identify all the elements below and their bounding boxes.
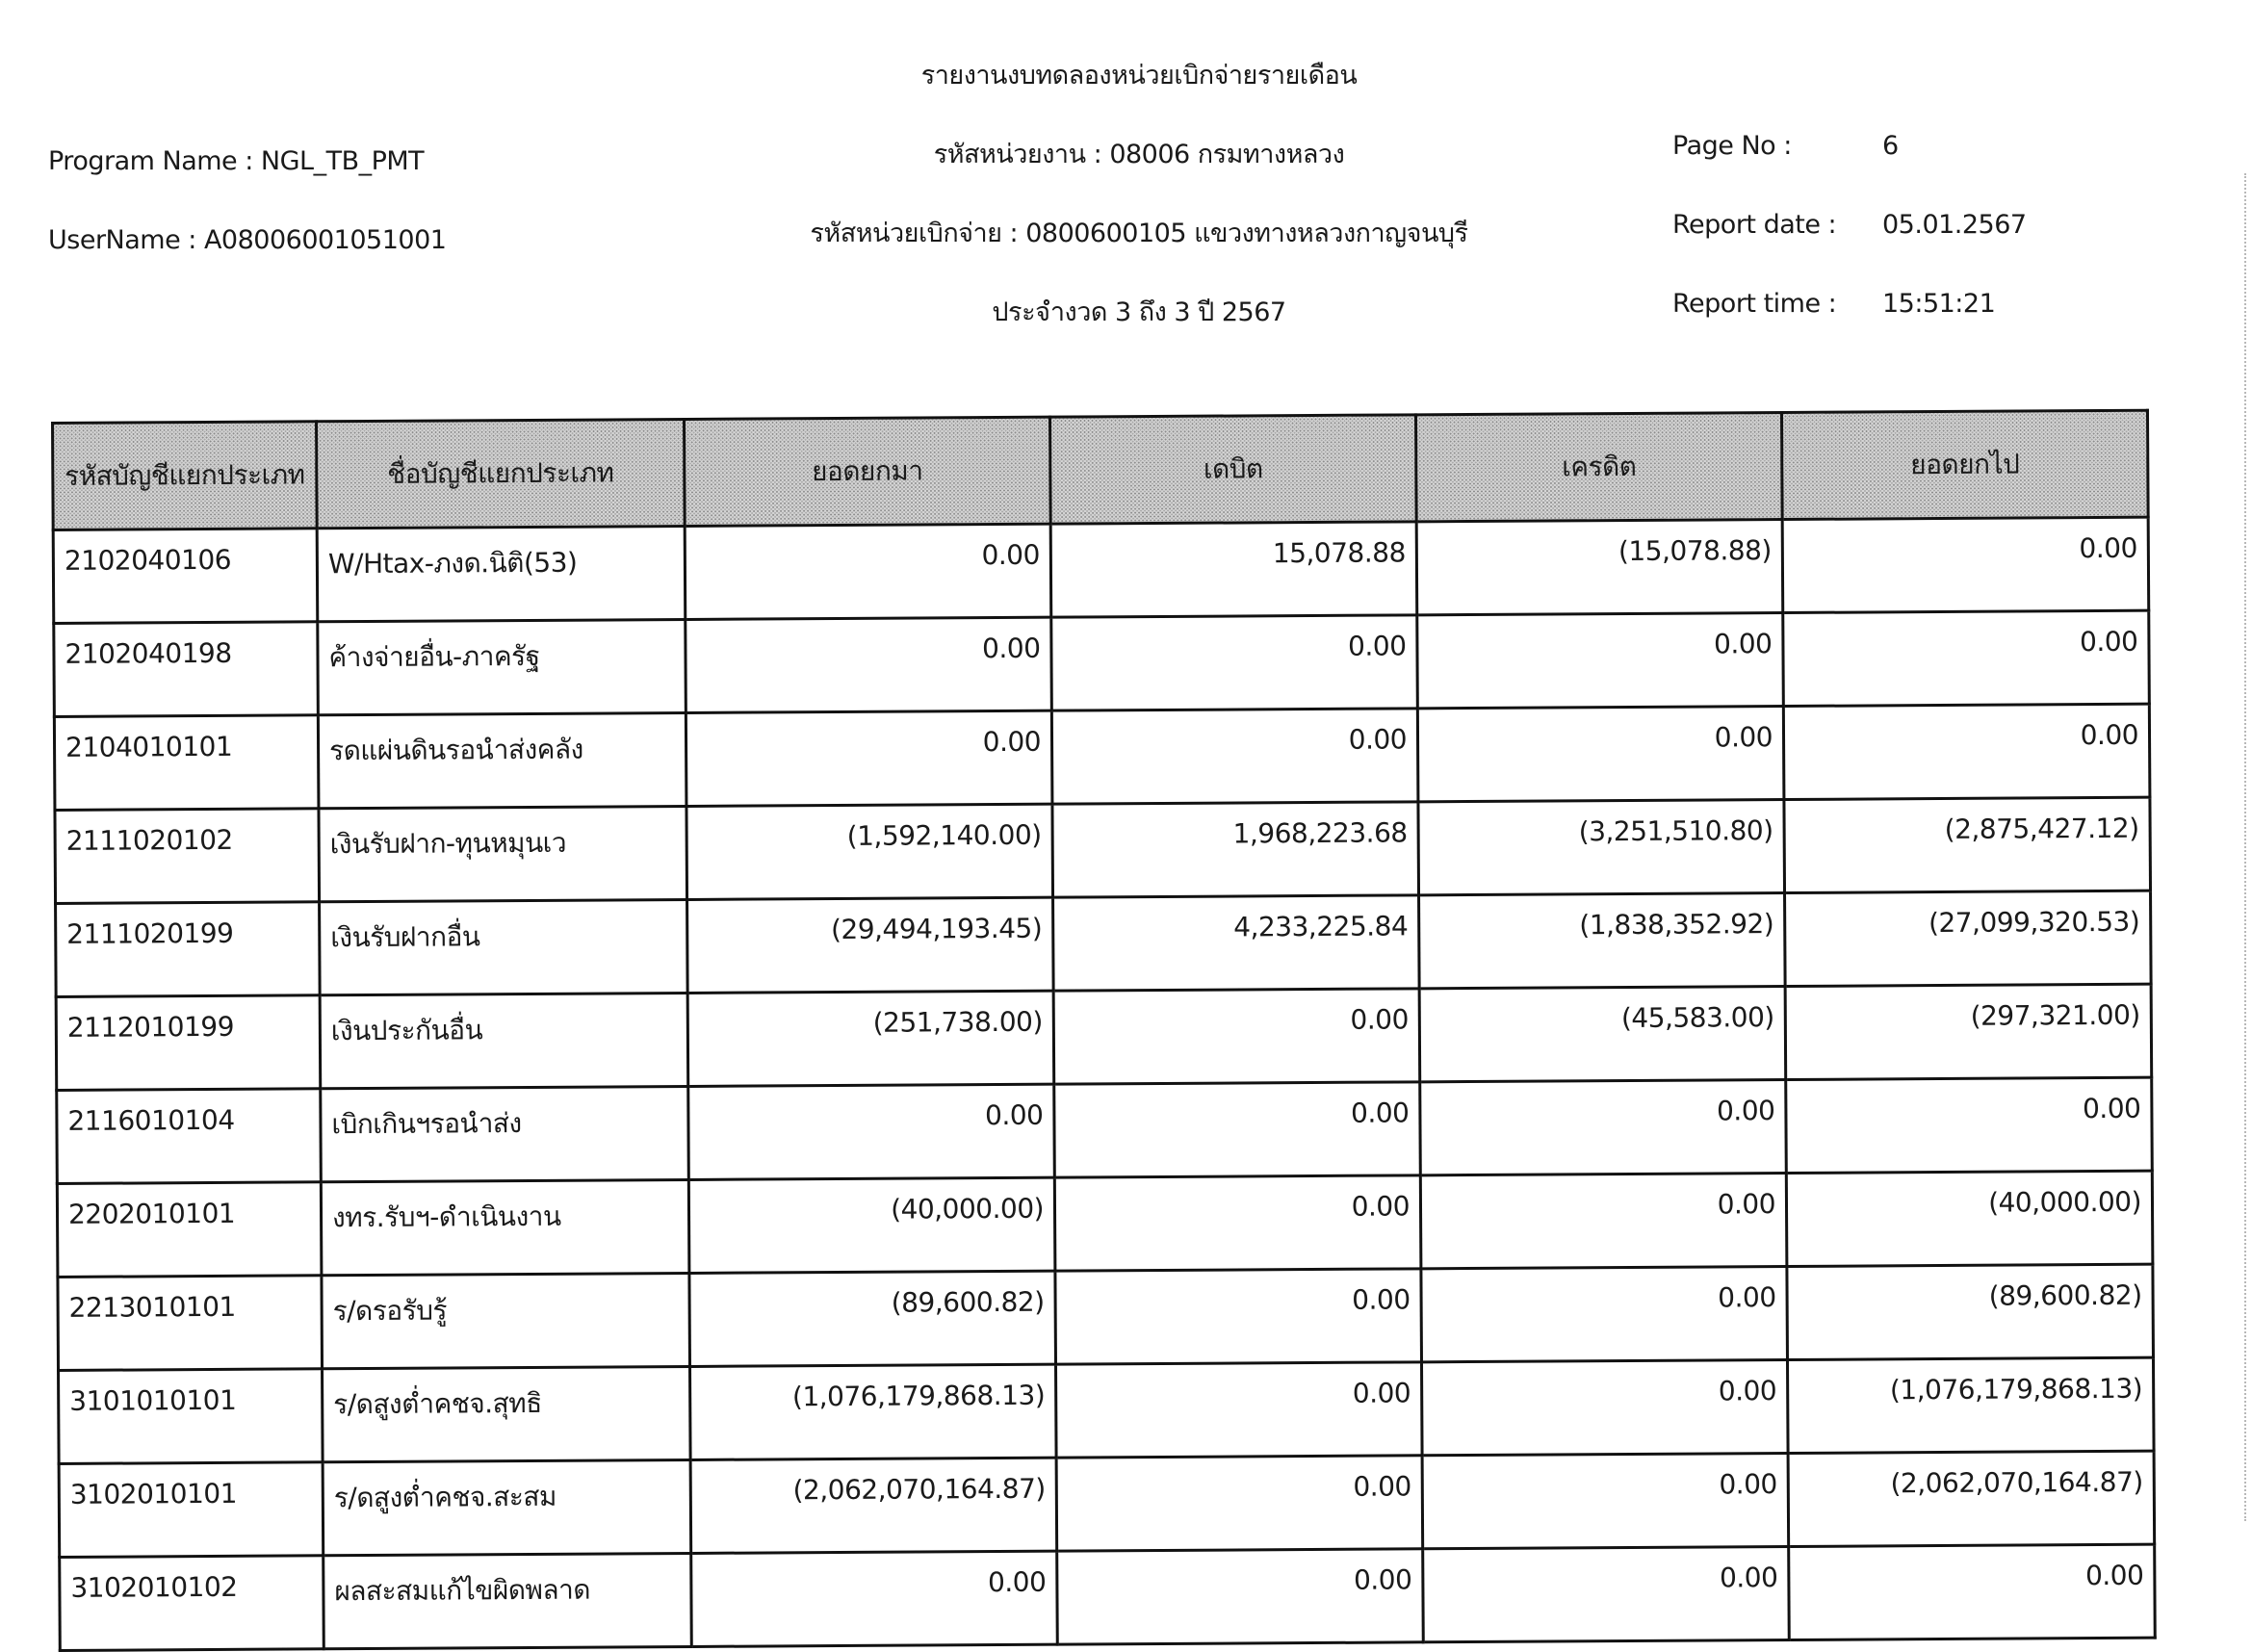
table-row — [57, 1171, 2153, 1277]
account-name: W/Htax-ภงด.นิติ(53) — [317, 526, 686, 621]
table-row — [58, 1264, 2154, 1370]
table-row — [57, 1077, 2153, 1183]
closing-balance: 0.00 — [1789, 1544, 2156, 1639]
program-name: Program Name : NGL_TB_PMT — [48, 146, 425, 176]
account-code: 2104010101 — [54, 715, 319, 811]
account-code: 2213010101 — [58, 1276, 323, 1371]
account-code: 2111020199 — [56, 902, 321, 997]
report-date-label: Report date : — [1672, 210, 1837, 240]
credit: 0.00 — [1421, 1267, 1788, 1362]
closing-balance: (2,062,070,164.87) — [1788, 1451, 2155, 1546]
closing-balance: (1,076,179,868.13) — [1787, 1357, 2154, 1453]
report-period: ประจำงวด 3 ถึง 3 ปี 2567 — [992, 297, 1286, 327]
account-name: ผลสะสมแก้ไขผิดพลาด — [324, 1553, 692, 1648]
account-code: 2111020102 — [55, 809, 320, 904]
debit: 0.00 — [1051, 615, 1418, 710]
credit: 0.00 — [1421, 1360, 1788, 1456]
account-name: เงินรับฝาก-ทุนหมุนเว — [319, 806, 687, 901]
debit: 1,968,223.68 — [1052, 802, 1419, 897]
account-code: 2112010199 — [56, 995, 321, 1091]
opening-balance: (40,000.00) — [688, 1177, 1055, 1273]
credit: 0.00 — [1420, 1174, 1787, 1269]
closing-balance: (2,875,427.12) — [1784, 797, 2151, 892]
closing-balance: 0.00 — [1783, 610, 2150, 706]
debit: 15,078.88 — [1050, 522, 1417, 617]
scan-edge-divider — [2244, 173, 2246, 1521]
debit: 0.00 — [1056, 1362, 1423, 1458]
account-code: 3101010101 — [59, 1369, 324, 1464]
credit: 0.00 — [1417, 613, 1784, 709]
user-name: UserName : A08006001051001 — [48, 225, 447, 255]
report-time-value: 15:51:21 — [1882, 289, 1996, 319]
trial-balance-table — [51, 409, 2157, 1652]
closing-balance: (40,000.00) — [1786, 1171, 2153, 1266]
account-name: ร/ดรอรับรู้ — [322, 1273, 690, 1368]
opening-balance: (251,738.00) — [687, 991, 1054, 1086]
account-name: ค้างจ่ายอื่น-ภาครัฐ — [318, 619, 686, 714]
account-name: เงินประกันอื่น — [320, 993, 688, 1088]
table-row — [54, 704, 2150, 810]
closing-balance: (89,600.82) — [1787, 1264, 2154, 1359]
account-name: ร/ดสูงต่ำคชจ.สุทธิ — [323, 1366, 691, 1461]
closing-balance: 0.00 — [1786, 1077, 2153, 1173]
closing-balance: 0.00 — [1783, 704, 2150, 799]
account-name: งทร.รับฯ-ดำเนินงาน — [321, 1179, 689, 1275]
debit: 0.00 — [1055, 1269, 1422, 1364]
header-opening-balance: ยอดยกมา — [684, 417, 1050, 526]
opening-balance: 0.00 — [685, 524, 1051, 619]
page-no-label: Page No : — [1672, 131, 1792, 161]
account-code: 2202010101 — [57, 1182, 322, 1278]
header-closing-balance: ยอดยกไป — [1781, 410, 2148, 519]
report-title: รายงานงบทดลองหน่วยเบิกจ่ายรายเดือน — [920, 61, 1358, 90]
account-name: ร/ดสูงต่ำคชจ.สะสม — [323, 1459, 691, 1555]
opening-balance: (1,592,140.00) — [686, 804, 1053, 899]
account-code: 2102040198 — [54, 622, 319, 717]
opening-balance: 0.00 — [688, 1084, 1055, 1179]
table-row — [53, 517, 2149, 623]
credit: (45,583.00) — [1419, 987, 1786, 1082]
table-header-row — [53, 410, 2149, 529]
opening-balance: (29,494,193.45) — [687, 897, 1054, 993]
account-code: 3102010101 — [59, 1462, 324, 1558]
credit: 0.00 — [1423, 1546, 1790, 1641]
header-credit: เครดิต — [1415, 413, 1782, 522]
opening-balance: (1,076,179,868.13) — [690, 1364, 1057, 1459]
debit: 0.00 — [1057, 1549, 1424, 1644]
credit: 0.00 — [1420, 1080, 1787, 1175]
closing-balance: 0.00 — [1782, 517, 2149, 612]
debit: 0.00 — [1054, 1175, 1421, 1271]
table-row — [59, 1357, 2155, 1463]
report-time-label: Report time : — [1672, 289, 1837, 319]
credit: 0.00 — [1422, 1453, 1789, 1548]
account-name: เงินรับฝากอื่น — [320, 899, 688, 994]
table-row — [55, 797, 2151, 903]
account-code: 2102040106 — [53, 529, 318, 624]
table-row — [60, 1544, 2156, 1650]
table-row — [54, 610, 2150, 716]
header-debit: เดบิต — [1049, 415, 1416, 524]
opening-balance: (89,600.82) — [689, 1271, 1056, 1366]
table-row — [56, 891, 2152, 996]
account-name: เบิกเกินฯรอนำส่ง — [321, 1086, 689, 1181]
opening-balance: 0.00 — [691, 1551, 1058, 1646]
page-no-value: 6 — [1882, 131, 1899, 161]
account-code: 2116010104 — [57, 1089, 322, 1184]
opening-balance: (2,062,070,164.87) — [690, 1458, 1057, 1553]
account-name: รดแผ่นดินรอนำส่งคลัง — [318, 712, 686, 808]
debit: 4,233,225.84 — [1053, 895, 1420, 991]
header-account-name: ชื่อบัญชีแยกประเภท — [317, 419, 686, 528]
debit: 0.00 — [1051, 709, 1418, 804]
account-code: 3102010102 — [60, 1556, 324, 1651]
debit: 0.00 — [1056, 1456, 1423, 1551]
opening-balance: 0.00 — [686, 617, 1052, 712]
debit: 0.00 — [1054, 1082, 1421, 1177]
closing-balance: (27,099,320.53) — [1785, 891, 2152, 986]
credit: (15,078.88) — [1416, 520, 1783, 615]
report-date-value: 05.01.2567 — [1882, 210, 2027, 240]
debit: 0.00 — [1053, 989, 1420, 1084]
credit: 0.00 — [1417, 707, 1784, 802]
agency-code: รหัสหน่วยงาน : 08006 กรมทางหลวง — [933, 140, 1345, 169]
credit: (1,838,352.92) — [1419, 893, 1786, 989]
credit: (3,251,510.80) — [1418, 800, 1785, 895]
header-account-code: รหัสบัญชีแยกประเภท — [53, 422, 318, 530]
table-row — [59, 1451, 2155, 1557]
closing-balance: (297,321.00) — [1785, 984, 2152, 1079]
opening-balance: 0.00 — [686, 710, 1052, 806]
disbursement-unit-code: รหัสหน่วยเบิกจ่าย : 0800600105 แขวงทางหลวงกาญจนบุรี — [810, 219, 1468, 248]
table-row — [56, 984, 2152, 1090]
